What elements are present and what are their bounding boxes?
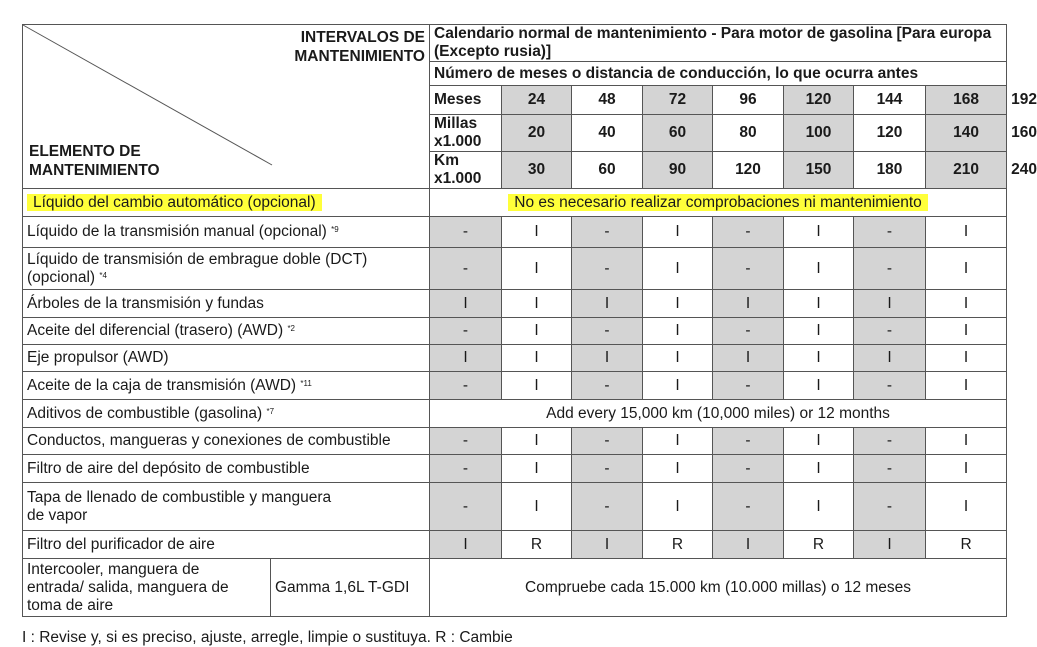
schedule-cell: I (502, 217, 572, 248)
schedule-cell: I (502, 372, 572, 400)
table-row (23, 400, 1007, 428)
schedule-cell: I (713, 531, 784, 559)
item-text: Líquido del cambio automático (opcional) (27, 194, 322, 211)
footnote-ref: *7 (266, 406, 275, 416)
schedule-cell: I (854, 345, 926, 372)
miles-cell: 120 (854, 115, 926, 152)
schedule-cell: I (572, 345, 643, 372)
schedule-cell: I (854, 290, 926, 318)
schedule-cell: R (784, 531, 854, 559)
schedule-cell: I (926, 345, 1007, 372)
schedule-cell: - (854, 372, 926, 400)
engine-type: Gamma 1,6L T-GDI (271, 559, 430, 617)
schedule-cell: - (430, 455, 502, 483)
schedule-cell: - (572, 217, 643, 248)
schedule-cell: I (784, 428, 854, 455)
schedule-cell: - (430, 217, 502, 248)
km-cell: 60 (572, 152, 643, 189)
table-row (23, 531, 1007, 559)
km-cell: 180 (854, 152, 926, 189)
intervals-label-line2: MANTENIMIENTO (294, 48, 425, 65)
schedule-cell: I (784, 217, 854, 248)
schedule-cell: I (784, 372, 854, 400)
schedule-cell: I (430, 531, 502, 559)
schedule-cell: I (784, 290, 854, 318)
maintenance-item (23, 455, 430, 483)
maintenance-item (23, 372, 430, 400)
miles-cell: 100 (784, 115, 854, 152)
maintenance-item (23, 217, 430, 248)
maintenance-item (23, 345, 430, 372)
schedule-cell: I (926, 483, 1007, 531)
schedule-cell: - (430, 318, 502, 345)
schedule-cell: I (926, 428, 1007, 455)
schedule-cell: I (643, 248, 713, 290)
schedule-cell: I (926, 372, 1007, 400)
schedule-cell: I (926, 217, 1007, 248)
schedule-cell: - (430, 248, 502, 290)
km-cell: 30 (502, 152, 572, 189)
month-cell: 24 (502, 86, 572, 115)
schedule-cell: I (784, 345, 854, 372)
footnote-ref: *11 (300, 378, 312, 388)
item-text: Intercooler, manguera de (27, 560, 200, 578)
miles-label: Millas x1.000 (430, 115, 502, 152)
schedule-cell: I (643, 318, 713, 345)
table-row (23, 290, 1007, 318)
interval-note: Compruebe cada 15.000 km (10.000 millas) o 12 meses (430, 559, 1007, 617)
maintenance-item (23, 531, 430, 559)
item-text: Líquido de la transmisión manual (opcional) (27, 223, 327, 240)
maintenance-item (23, 290, 430, 318)
km-cell: 120 (713, 152, 784, 189)
footnote-ref: *4 (99, 270, 107, 280)
item-text: Filtro de aire del depósito de combustible (27, 459, 310, 477)
schedule-cell: I (502, 428, 572, 455)
schedule-cell: - (713, 318, 784, 345)
schedule-cell: - (572, 372, 643, 400)
schedule-cell: - (854, 483, 926, 531)
months-label: Meses (430, 86, 502, 115)
item-text: toma de aire (27, 596, 114, 614)
schedule-cell: I (643, 428, 713, 455)
schedule-cell: - (713, 483, 784, 531)
schedule-cell: I (502, 290, 572, 318)
footnote-ref: *2 (287, 324, 295, 333)
item-text: Aceite del diferencial (trasero) (AWD) (27, 322, 284, 339)
table-row (23, 372, 1007, 400)
intervals-label-line1: INTERVALOS DE (300, 29, 425, 46)
schedule-cell: - (713, 455, 784, 483)
schedule-cell: I (784, 318, 854, 345)
km-cell: 90 (643, 152, 713, 189)
schedule-cell: - (854, 248, 926, 290)
schedule-cell: I (502, 318, 572, 345)
table-row (23, 559, 1007, 617)
item-text: Eje propulsor (AWD) (27, 349, 169, 366)
month-cell: 144 (854, 86, 926, 115)
table-row (23, 455, 1007, 483)
schedule-cell: I (643, 372, 713, 400)
schedule-cell: I (502, 345, 572, 372)
legend-footnote: I : Revise y, si es preciso, ajuste, arregle, limpie o sustituya. R : Cambie (22, 629, 513, 646)
schedule-cell: R (926, 531, 1007, 559)
schedule-cell: I (502, 455, 572, 483)
schedule-cell: - (572, 318, 643, 345)
schedule-cell: I (854, 531, 926, 559)
km-cell: 150 (784, 152, 854, 189)
schedule-cell: I (572, 531, 643, 559)
maintenance-item (23, 559, 271, 617)
schedule-cell: I (502, 483, 572, 531)
schedule-cell: - (713, 372, 784, 400)
schedule-cell: I (713, 345, 784, 372)
schedule-cell: I (643, 455, 713, 483)
maintenance-item (23, 189, 430, 217)
calendar-title: Calendario normal de mantenimiento - Para motor de gasolina [Para europa (Excepto rusia)] (430, 25, 1007, 62)
item-text: Líquido de transmisión de embrague doble (DCT) (27, 250, 368, 268)
schedule-cell: I (430, 345, 502, 372)
miles-cell: 20 (502, 115, 572, 152)
miles-cell: 60 (643, 115, 713, 152)
maintenance-table: INTERVALOS DE MANTENIMIENTO ELEMENTO DE MANTENIMIENTO Calendario normal de mantenimiento - Para motor de gasolina [Para europa (Excepto rusia)] Número de meses o distancia de conducción, lo que ocurra antes Meses 24 48 72 96 120 144 168 192 Millas x1.000 20 40 60 80 100 120 140 160 Km x1.000 30 60 90 120 150 180 210 240 Líquido del cambio automático (opcional) No es necesario realizar comprobaciones ni mantenimiento Líquido de la transmisión manual (opcional) $^{*9}$ - I - I - I - I Líquido de transmisión de embrague doble (DCT) (opcional) $^{*4}$ - I - I - I - I Árboles de la transmisión y fundas I I I I I I I I Aceite del diferencial (trasero) (AWD) $^{*2}$ - I - I - I - I Eje propulsor (AWD) I I I I I I I I Aceite de la caja de transmisión (AWD) $^{*11}$ - I - I - I - I Aditivos de combustible (gasolina) $^{*7}$ Add every 15,000 km (10,000 miles) or 12 months Conductos, mangueras y conexiones de combustible - I - I - I - I Filtro de aire del depósito de combustible - I - I - I - I Tapa de llenado de combustible y manguera de vapor - I - I - I - I Filtro del purificador de aire I R I R I R I R Intercooler, manguera de entrada/ salida, manguera de toma de aire Gamma 1,6L T-GDI Compruebe cada 15.000 km (10.000 millas) o 12 meses (22, 24, 1007, 617)
schedule-cell: I (502, 248, 572, 290)
item-text: Aceite de la caja de transmisión (AWD) (27, 376, 297, 394)
table-row (23, 318, 1007, 345)
intervals-header (294, 28, 425, 66)
schedule-cell: I (926, 248, 1007, 290)
item-header (29, 142, 160, 180)
month-cell: 72 (643, 86, 713, 115)
schedule-cell: I (784, 248, 854, 290)
schedule-cell: - (713, 428, 784, 455)
item-text: Filtro del purificador de aire (27, 535, 215, 553)
miles-cell: 80 (713, 115, 784, 152)
schedule-cell: I (643, 290, 713, 318)
month-cell: 48 (572, 86, 643, 115)
interval-subtitle: Número de meses o distancia de conducción, lo que ocurra antes (430, 62, 1007, 86)
interval-note: Add every 15,000 km (10,000 miles) or 12 months (430, 400, 1007, 428)
schedule-cell: I (713, 290, 784, 318)
item-text: de vapor (27, 506, 88, 524)
schedule-cell: R (643, 531, 713, 559)
km-label: Km x1.000 (430, 152, 502, 189)
km-cell: 210 (926, 152, 1007, 189)
item-label-line2: MANTENIMIENTO (29, 162, 160, 179)
schedule-cell: I (643, 345, 713, 372)
schedule-cell: - (572, 248, 643, 290)
table-row (23, 189, 1007, 217)
item-label-line1: ELEMENTO DE (29, 143, 141, 160)
miles-cell: 40 (572, 115, 643, 152)
maintenance-item (23, 428, 430, 455)
schedule-cell: - (713, 217, 784, 248)
item-text: Conductos, mangueras y conexiones de combustible (27, 432, 391, 449)
table-row (23, 483, 1007, 531)
schedule-cell: - (430, 428, 502, 455)
maintenance-item (23, 318, 430, 345)
schedule-cell: I (643, 483, 713, 531)
schedule-cell: I (926, 318, 1007, 345)
table-row (23, 217, 1007, 248)
item-text: Aditivos de combustible (gasolina) (27, 404, 263, 422)
schedule-cell: - (854, 428, 926, 455)
schedule-cell: - (430, 372, 502, 400)
schedule-cell: - (854, 217, 926, 248)
schedule-cell: I (430, 290, 502, 318)
interval-note (430, 189, 1007, 217)
schedule-cell: I (643, 217, 713, 248)
item-text: Tapa de llenado de combustible y manguera (27, 488, 332, 506)
table-row (23, 248, 1007, 290)
maintenance-item (23, 248, 430, 290)
item-text: entrada/ salida, manguera de (27, 578, 229, 596)
schedule-cell: - (572, 455, 643, 483)
month-cell: 120 (784, 86, 854, 115)
schedule-cell: I (572, 290, 643, 318)
schedule-cell: R (502, 531, 572, 559)
schedule-cell: - (854, 318, 926, 345)
maintenance-item (23, 400, 430, 428)
month-cell: 96 (713, 86, 784, 115)
footnote-ref: *9 (331, 225, 339, 234)
item-text: (opcional) (27, 268, 96, 286)
schedule-cell: - (572, 483, 643, 531)
schedule-cell: I (784, 483, 854, 531)
schedule-cell: I (784, 455, 854, 483)
maintenance-schedule (22, 24, 1037, 647)
corner-header (23, 25, 430, 189)
schedule-cell: - (854, 455, 926, 483)
schedule-cell: - (572, 428, 643, 455)
maintenance-item (23, 483, 430, 531)
schedule-cell: I (926, 455, 1007, 483)
miles-cell: 140 (926, 115, 1007, 152)
item-text: Árboles de la transmisión y fundas (27, 294, 264, 312)
highlighted-note: No es necesario realizar comprobaciones ni mantenimiento (508, 194, 928, 211)
schedule-cell: - (713, 248, 784, 290)
schedule-cell: I (926, 290, 1007, 318)
schedule-cell: - (430, 483, 502, 531)
table-row (23, 428, 1007, 455)
table-row (23, 345, 1007, 372)
month-cell: 168 (926, 86, 1007, 115)
